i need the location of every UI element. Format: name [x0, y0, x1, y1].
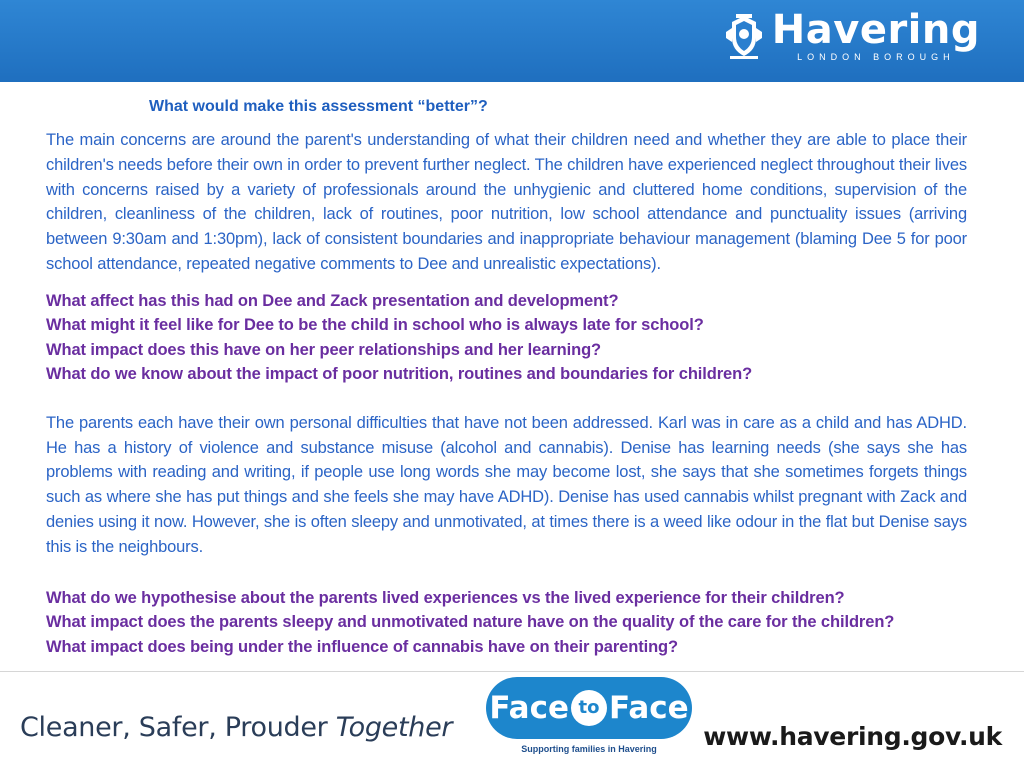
slogan-main: Cleaner, Safer, Prouder — [20, 712, 328, 743]
question-line: What do we hypothesise about the parents lived experiences vs the lived experience for their children? — [46, 588, 845, 607]
logo-name: Havering — [771, 7, 980, 53]
question-line: What affect has this had on Dee and Zack presentation and development? — [46, 291, 619, 310]
borough-crest-icon — [724, 12, 764, 60]
concerns-paragraph: The main concerns are around the parent's understanding of what their children need and whether they are able to place their children's needs before their own in order to prevent further neglect. The children have experienced neglect throughout their lives with concerns raised by a variety of professionals around the unhygienic and cluttered home conditions, supervision of the children, cleanliness of the children, lack of routines, poor nutrition, low school attendance and punctuality issues (arriving between 9:30am and 1:30pm), lack of consistent boundaries and inappropriate behaviour management (blaming Dee 5 for poor school attendance, repeated negative comments to Dee and unrealistic expectations). — [46, 131, 967, 273]
slogan-italic: Together — [335, 712, 453, 743]
f2f-to-circle: to — [571, 690, 607, 726]
question-line: What do we know about the impact of poor nutrition, routines and boundaries for children? — [46, 365, 753, 384]
header-banner — [0, 0, 1024, 82]
reflective-questions-1 — [46, 289, 967, 387]
f2f-face-right: Face — [609, 690, 689, 726]
f2f-face-left: Face — [489, 690, 569, 726]
face-to-face-badge — [486, 677, 692, 739]
reflective-questions-2 — [46, 586, 967, 660]
logo-subtitle: LONDON BOROUGH — [797, 52, 955, 62]
face-to-face-logo[interactable] — [486, 677, 692, 759]
f2f-tagline: Supporting families in Havering — [521, 744, 657, 754]
parents-difficulties-paragraph: The parents each have their own personal difficulties that have not been addressed. Karl was in care as a child and has ADHD. He has a history of violence and substance misuse (alcohol and cannabis). Denise has learning needs (she says she has problems with reading and writing, if people use long words she may become lost, she says that she sometimes forgets things such as where she has put things and she feels she may have ADHD). Denise has used cannabis whilst pregnant with Zack and denies using it now. However, she is often sleepy and unmotivated, at times there is a weed like odour in the flat but Denise says this is the neighbours. — [46, 413, 967, 556]
question-line: What impact does the parents sleepy and unmotivated nature have on the quality of the care for the children? — [46, 613, 895, 632]
question-title: What would make this assessment “better”? — [149, 98, 488, 115]
footer-divider — [0, 671, 1024, 672]
question-line: What impact does being under the influence of cannabis have on their parenting? — [46, 637, 679, 656]
question-line: What might it feel like for Dee to be the child in school who is always late for school? — [46, 316, 704, 335]
question-line: What impact does this have on her peer relationships and her learning? — [46, 340, 602, 359]
havering-logo[interactable] — [724, 7, 980, 62]
website-link[interactable]: www.havering.gov.uk — [703, 722, 1002, 751]
footer-slogan — [20, 712, 452, 743]
slide-content — [46, 94, 967, 659]
